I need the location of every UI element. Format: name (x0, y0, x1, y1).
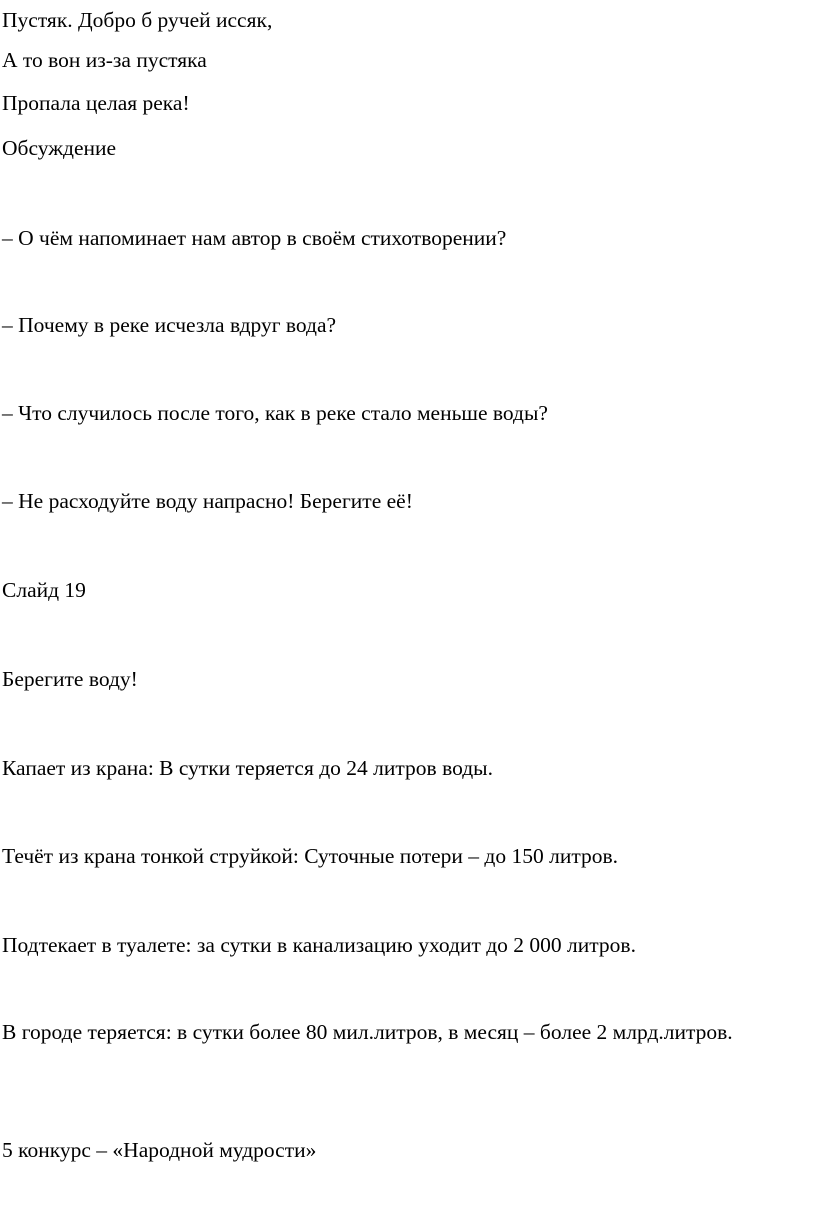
discussion-heading: Обсуждение (2, 136, 117, 160)
water-fact-2: Течёт из крана тонкой струйкой: Суточные потери – до 150 литров. (2, 844, 619, 868)
discussion-question-1: – О чём напоминает нам автор в своём стихотворении? (2, 226, 507, 250)
discussion-question-2: – Почему в реке исчезла вдруг вода? (2, 313, 337, 337)
poem-line-1: Пустяк. Добро б ручей иссяк, (2, 8, 273, 32)
water-fact-3: Подтекает в туалете: за сутки в канализацию уходит до 2 000 литров. (2, 933, 636, 957)
slide-title: Берегите воду! (2, 667, 138, 691)
poem-line-2: А то вон из-за пустяка (2, 48, 207, 72)
water-fact-4: В городе теряется: в сутки более 80 мил.литров, в месяц – более 2 млрд.литров. (2, 1020, 733, 1044)
water-fact-1: Капает из крана: В сутки теряется до 24 литров воды. (2, 756, 493, 780)
contest-title: 5 конкурс – «Народной мудрости» (2, 1138, 317, 1162)
slide-label: Слайд 19 (2, 578, 86, 602)
discussion-question-4: – Не расходуйте воду напрасно! Берегите её! (2, 489, 413, 513)
poem-line-3: Пропала целая река! (2, 91, 190, 115)
discussion-question-3: – Что случилось после того, как в реке стало меньше воды? (2, 401, 548, 425)
